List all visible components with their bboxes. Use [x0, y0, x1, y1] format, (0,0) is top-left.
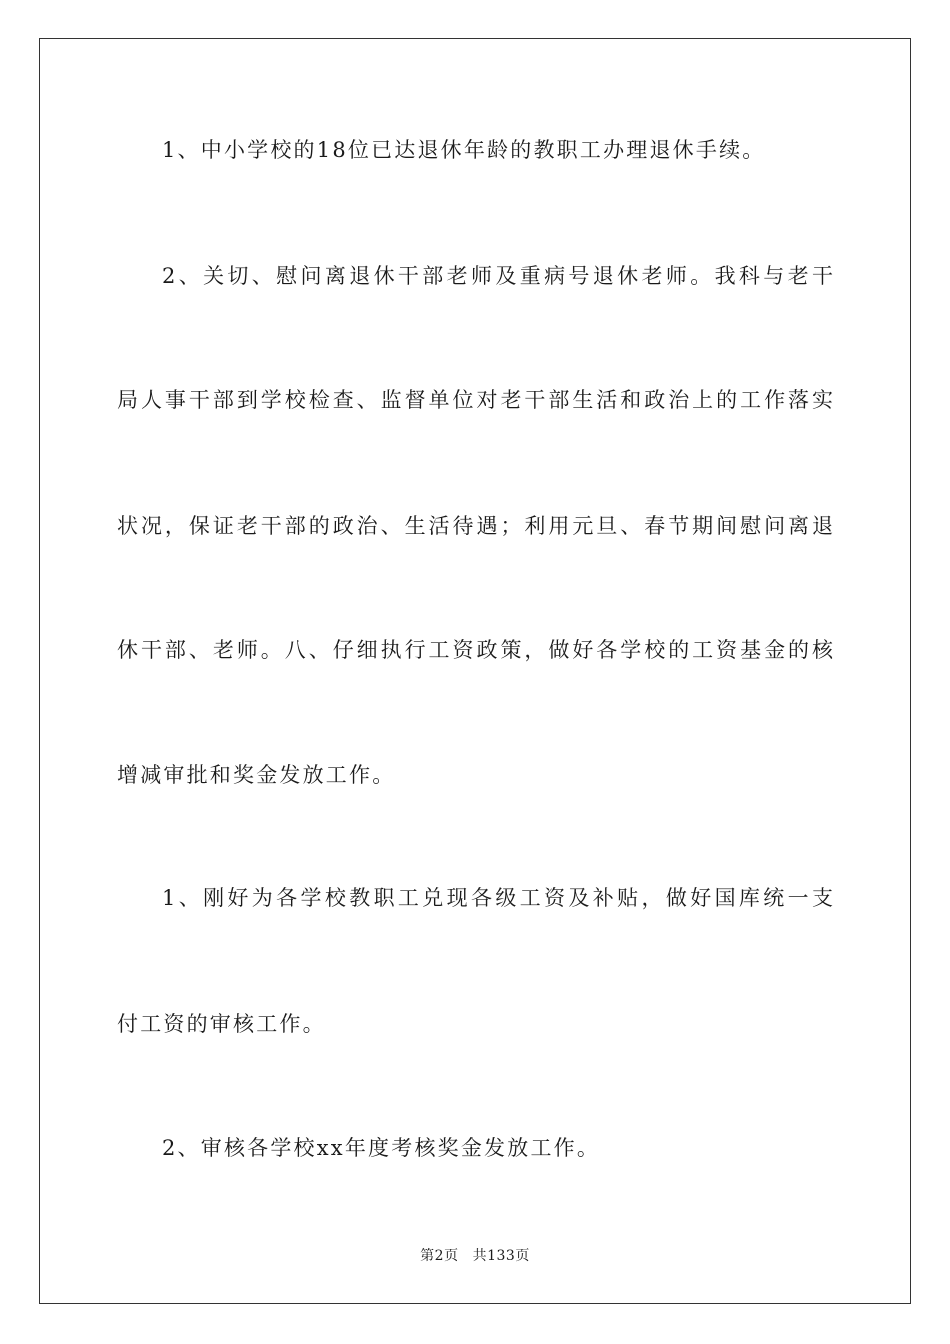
paragraph-line: 增减审批和奖金发放工作。: [117, 763, 396, 787]
paragraph-line: 2、关切、慰问离退休干部老师及重病号退休老师。我科与老干: [162, 264, 833, 288]
paragraph-line: 1、刚好为各学校教职工兑现各级工资及补贴，做好国库统一支: [162, 886, 833, 910]
paragraph-line: 付工资的审核工作。: [117, 1012, 326, 1036]
page-footer: [0, 1246, 950, 1266]
paragraph-line: 状况，保证老干部的政治、生活待遇；利用元旦、春节期间慰问离退: [117, 514, 833, 538]
page-total: 共133页: [472, 1248, 530, 1264]
page-frame: [39, 38, 911, 1304]
page-number: 第2页: [420, 1248, 459, 1264]
paragraph-line: 1、中小学校的18位已达退休年龄的教职工办理退休手续。: [162, 138, 766, 162]
paragraph-line: 2、审核各学校xx年度考核奖金发放工作。: [162, 1136, 601, 1160]
paragraph-line: 局人事干部到学校检查、监督单位对老干部生活和政治上的工作落实: [117, 388, 833, 412]
paragraph-line: 休干部、老师。八、仔细执行工资政策，做好各学校的工资基金的核: [117, 638, 833, 662]
